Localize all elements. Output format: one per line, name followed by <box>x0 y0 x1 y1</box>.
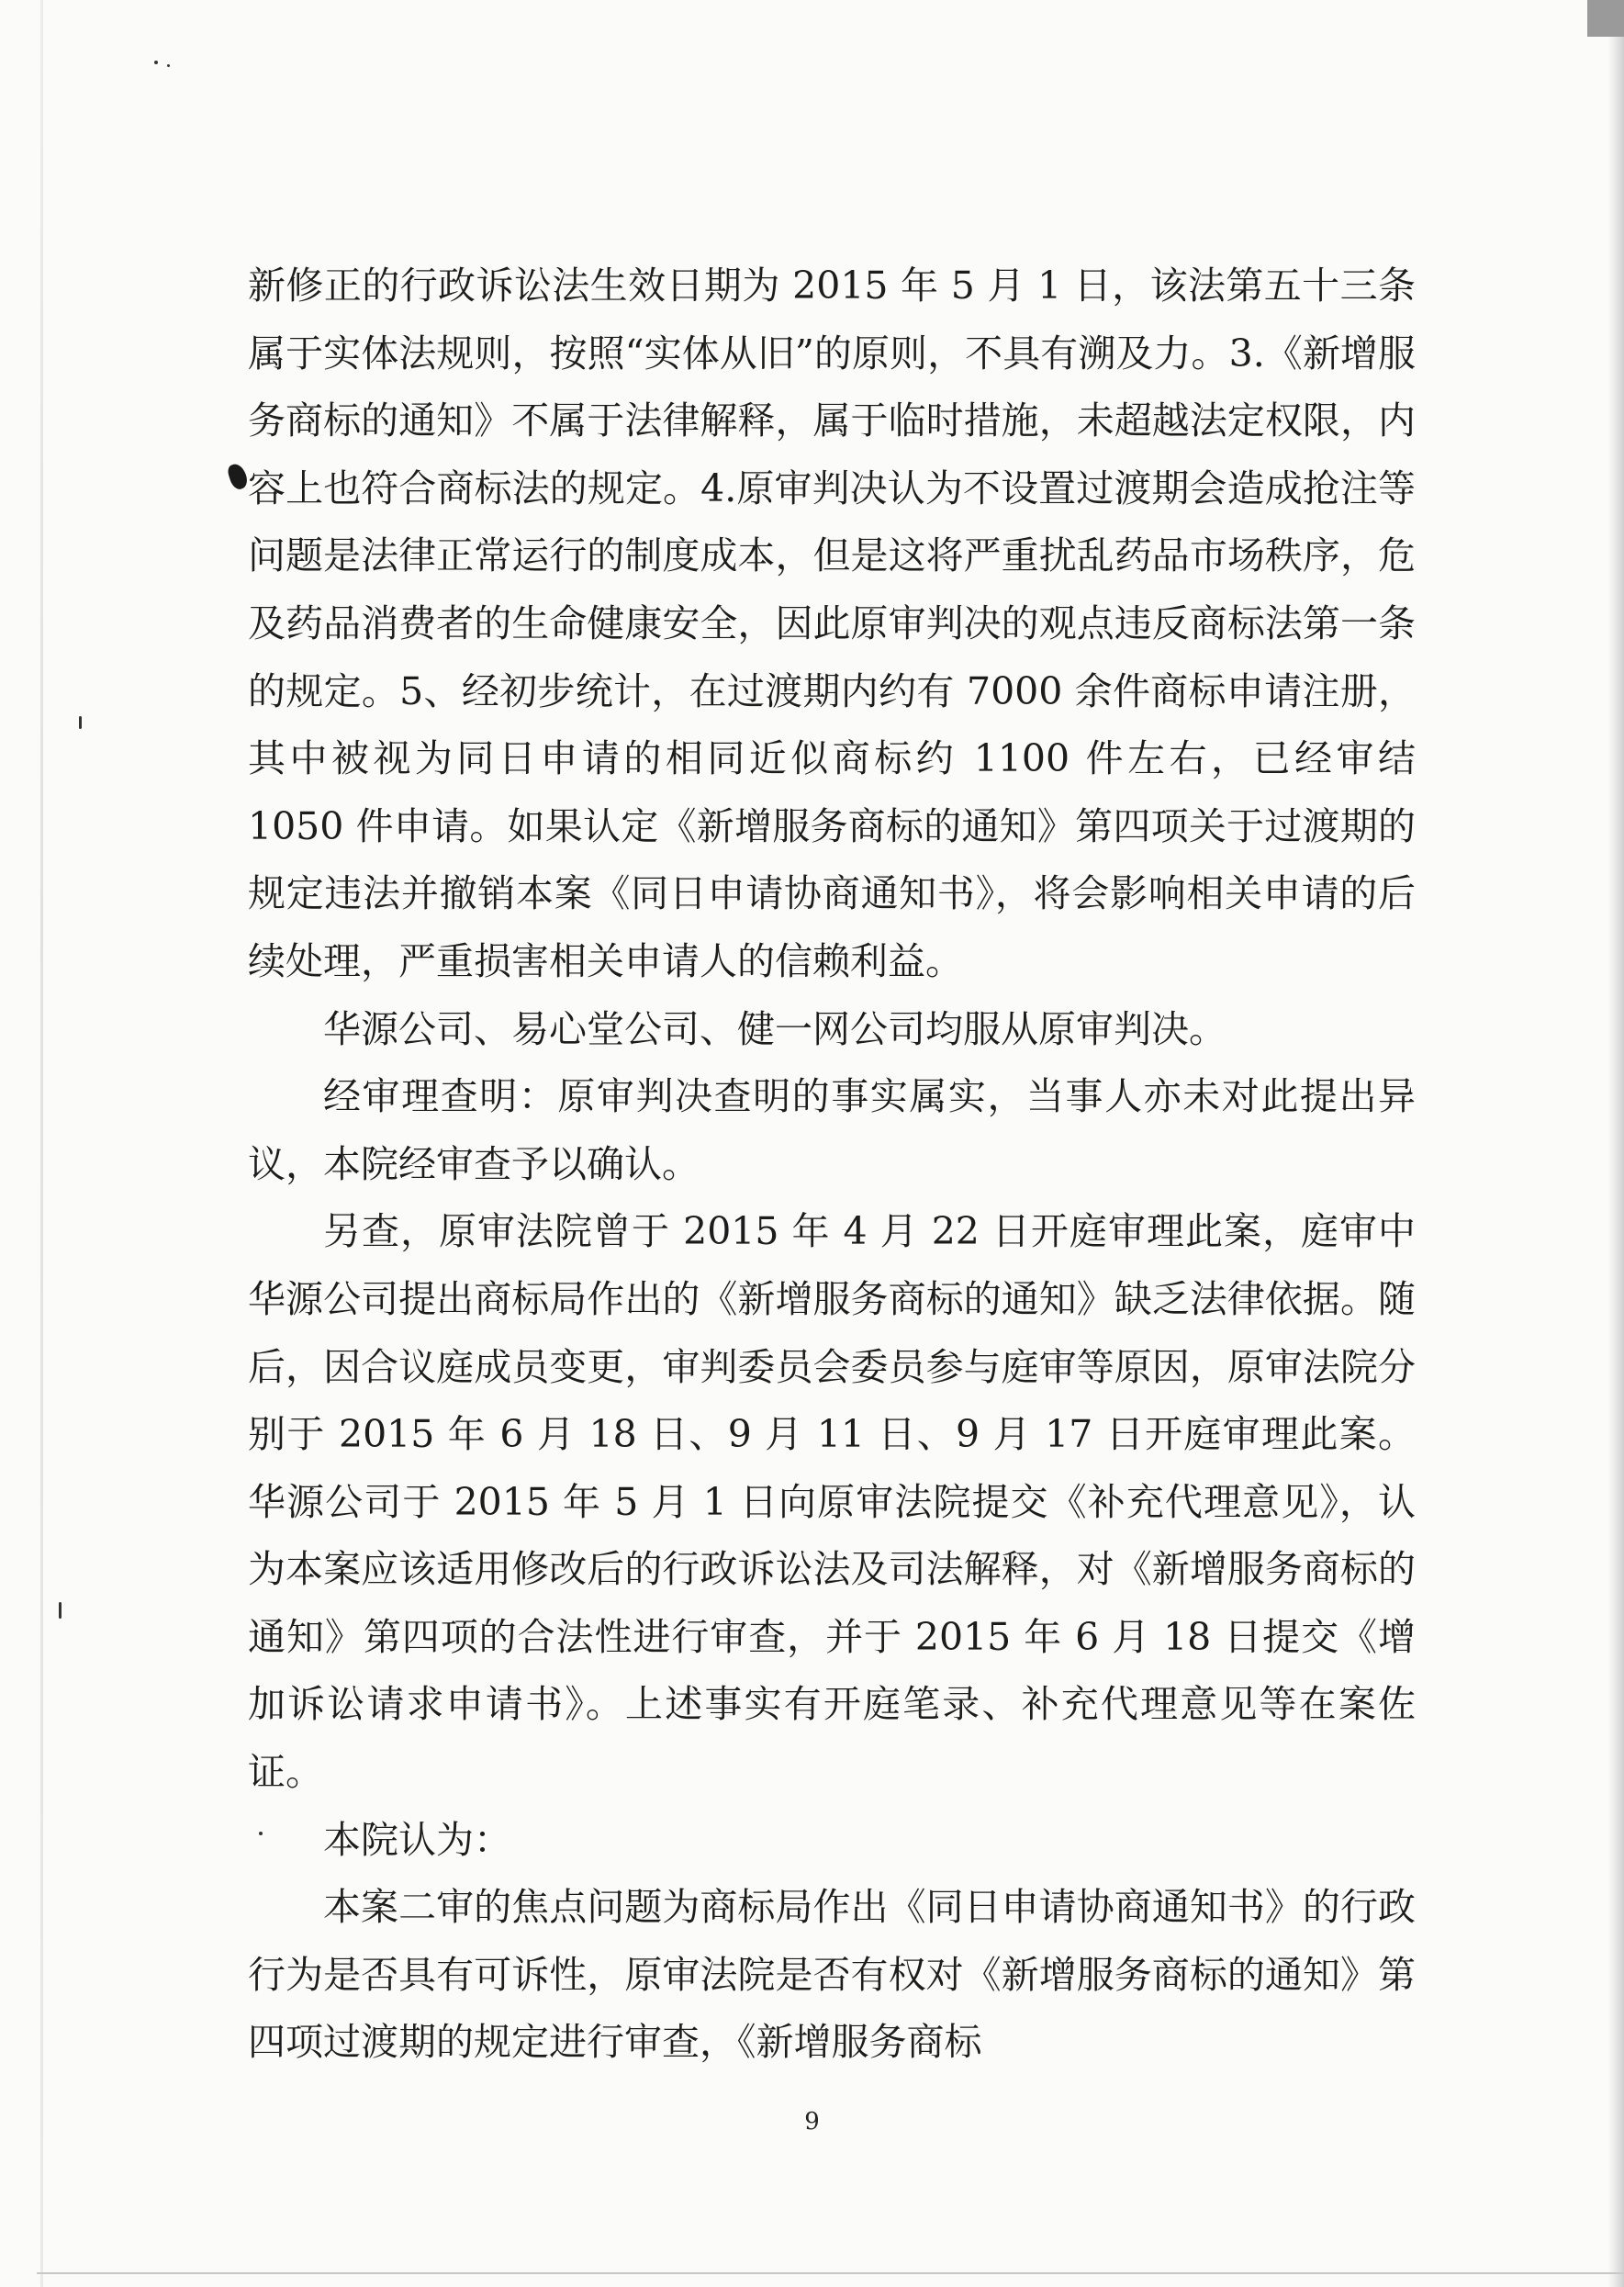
paragraph-further-findings: 另查，原审法院曾于 2015 年 4 月 22 日开庭审理此案，庭审中华源公司提出商标局作出的《新增服务商标的通知》缺乏法律依据。随后，因合议庭成员变更，审判委员会委员参与庭审等原因，原审法院分别于 2015 年 6 月 18 日、9 月 11 日、9 月 17 日开庭审理此案。华源公司于 2015 年 5 月 1 日向原审法院提交《补充代理意见》，认为本案应该适用修改后的行政诉讼法及司法解释，对《新增服务商标的通知》第四项的合法性进行审查，并于 2015 年 6 月 18 日提交《增加诉讼请求申请书》。上述事实有开庭笔录、补充代理意见等在案佐证。 <box>248 1209 1416 1795</box>
body-text <box>248 252 1416 2077</box>
scan-speck <box>79 716 82 729</box>
scan-edge-left <box>40 0 43 2287</box>
scan-bottom-edge <box>37 2272 1624 2274</box>
scan-speck <box>167 64 170 67</box>
scan-speck <box>154 61 158 64</box>
paragraph-findings: 经审理查明：原审判决查明的事实属实，当事人亦未对此提出异议，本院经审查予以确认。 <box>248 1074 1416 1186</box>
paragraph-parties-response: 华源公司、易心堂公司、健一网公司均服从原审判决。 <box>323 1006 1226 1051</box>
paragraph-focus-issues: 本案二审的焦点问题为商标局作出《同日申请协商通知书》的行政行为是否具有可诉性，原审法院是否有权对《新增服务商标的通知》第四项过渡期的规定进行审查，《新增服务商标 <box>248 1885 1416 2065</box>
paragraph-court-opinion-heading: 本院认为： <box>323 1817 511 1862</box>
scan-speck <box>59 1602 62 1619</box>
page-number: 9 <box>804 2108 820 2136</box>
scan-corner-shadow <box>1587 0 1624 37</box>
paragraph-continuation: 新修正的行政诉讼法生效日期为 2015 年 5 月 1 日，该法第五十三条属于实体法规则，按照“实体从旧”的原则，不具有溯及力。3.《新增服务商标的通知》不属于法律解释，属于临时措施，未超越法定权限，内容上也符合商标法的规定。4.原审判决认为不设置过渡期会造成抢注等问题是法律正常运行的制度成本，但是这将严重扰乱药品市场秩序，危及药品消费者的生命健康安全，因此原审判决的观点违反商标法第一条的规定。5、经初步统计，在过渡期内约有 7000 余件商标申请注册，其中被视为同日申请的相同近似商标约 1100 件左右，已经审结 1050 件申请。如果认定《新增服务商标的通知》第四项关于过渡期的规定违法并撤销本案《同日申请协商通知书》，将会影响相关申请的后续处理，严重损害相关申请人的信赖利益。 <box>248 263 1416 983</box>
scan-edge-right <box>1607 0 1624 2287</box>
margin-ink-mark <box>226 462 250 491</box>
